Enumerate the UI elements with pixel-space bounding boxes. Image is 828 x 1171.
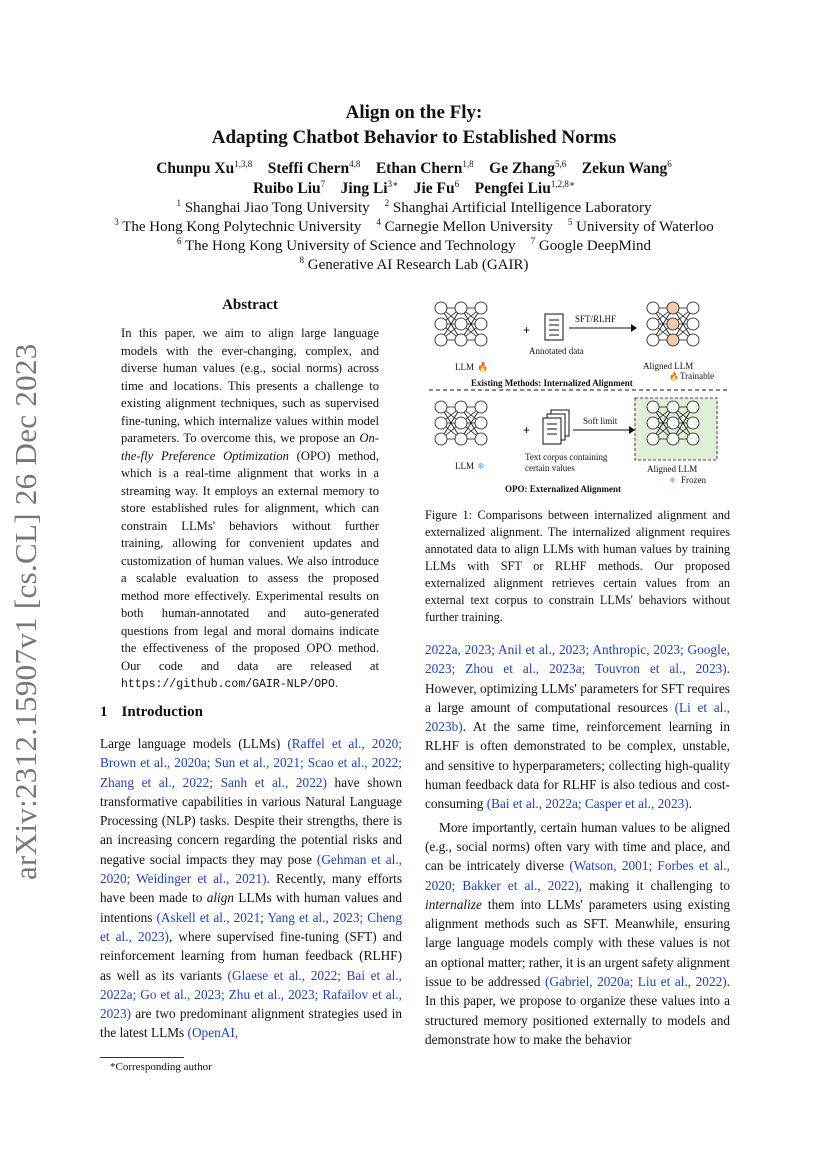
trainable-label: Trainable (680, 371, 715, 381)
document-icon (545, 314, 563, 340)
figure-1-caption: Figure 1: Comparisons between internalized alignment and externalized alignment. The internalized alignment requires annotated data to align LLMs with human values by training LLMs with SFT or RLHF methods. Our proposed externalized alignment retrieves certain values from an external text corpus to constrain LLMs' behaviors without further training. (425, 508, 730, 624)
externalized-alignment-caption: OPO: Externalized Alignment (505, 484, 621, 494)
author: Jing $Li^{3∗}$ (340, 179, 399, 198)
author: Chunpu Xu$^{1,3,8}$ (156, 159, 253, 178)
paper-title (0, 100, 828, 150)
sft-rlhf-label: SFT/RLHF (575, 314, 617, 324)
top-aligned-llm-label: Aligned LLM (643, 361, 694, 371)
top-llm-label: LLM (455, 362, 474, 372)
footnote-rule (100, 1057, 184, 1058)
bottom-aligned-llm-label: Aligned LLM (647, 464, 698, 474)
intro-left-column: Large language models (LLMs) (Raffel et al., 2020; Brown et al., 2020a; Sun et al., 2021; Scao et al., 2022; Zhang et al., 2022; Sanh et al., 2022) have shown transformative capabilities in various Natural Language Processing (NLP) tasks. Despite their strengths, there is an increasing concern regarding the potential risks and negative social impacts they may pose (Gehman et al., 2020; Weidinger et al., 2021). Recently, many efforts have been made to align LLMs with human values and intentions (Askell et al., 2021; Yang et al., 2023; Cheng et al., 2023), where supervised fine-tuning (SFT) and reinforcement learning from human feedback (RLHF) as well as its variants (Glaese et al., 2022; Bai et al., 2022a; Go et al., 2023; Zhu et al., 2023; Rafailov et al., 2023) are two predominant alignment strategies used in the latest LLMs (OpenAI, (100, 736, 402, 1041)
title-line-1: Align on the Fly: (345, 102, 483, 123)
bottom-llm-network-icon (435, 401, 487, 445)
abstract-body: In this paper, we aim to align large language models with the ever-changing, complex, and diverse human values (e.g., social norms) across time and locations. This presents a challenge to existing alignment techniques, such as supervised fine-tuning, which internalize values within model parameters. To overcome this, we propose an On-the-fly Preference Optimization (OPO) method, which is a real-time alignment that works in a streaming way. It employs an external memory to store established rules for alignment, which can constrain LLMs' behaviors without further training, allowing for convenient updates and customization of human values. We also introduce a scalable evaluation to assess the proposed method more effectively. Experimental results on both human-annotated and auto-generated questions from legal and moral domains indicate the effectiveness of the proposed OPO method. Our code and data are released at https://github.com/GAIR-NLP/OPO. (121, 326, 379, 691)
author: Ge Zhang$^{5,6}$ (489, 159, 567, 178)
text-corpus-label-1: Text corpus containing (525, 452, 608, 462)
fire-icon: 🔥 (669, 372, 679, 381)
plus-sign: + (523, 423, 531, 437)
affiliation-line-4: $^8$ Generative AI Research Lab (GAIR) (299, 255, 529, 273)
title-line-2: Adapting Chatbot Behavior to Established Norms (211, 127, 617, 148)
fire-icon: 🔥 (477, 362, 489, 372)
author: Jie Fu$^6$ (413, 179, 460, 198)
arrow-head (631, 324, 637, 332)
author: Ruibo Liu$^7$ (253, 179, 326, 198)
top-llm-network-icon (435, 302, 487, 346)
internalized-alignment-caption: Existing Methods: Internalized Alignment (471, 378, 633, 388)
author: Ethan Chern$^{1,8}$ (375, 159, 474, 178)
annotated-data-label: Annotated data (529, 346, 584, 356)
affiliation-line-3: $^6$ The Hong Kong University of Science and Technology $^7$ Google DeepMind (177, 236, 651, 254)
snowflake-icon: ❄ (669, 476, 676, 485)
snowflake-icon: ❄ (477, 461, 485, 471)
text-corpus-label-2: certain values (525, 463, 575, 473)
figure-1 (423, 290, 735, 498)
abstract-heading: Abstract (222, 297, 278, 313)
plus-sign: + (523, 323, 531, 337)
section-heading-introduction: 1 Introduction (100, 704, 203, 720)
affiliation-line-2: $^3$ The Hong Kong Polytechnic University $^4$ Carnegie Mellon University $^5$ University of Waterloo (114, 217, 714, 235)
arrow-head (629, 426, 635, 434)
footnote-corresponding-author: *Corresponding author (110, 1061, 212, 1073)
author: Steffi Chern$^{4,8}$ (267, 159, 361, 178)
stacked-documents-icon (543, 410, 569, 444)
intro-right-column: 2022a, 2023; Anil et al., 2023; Anthropic, 2023; Google, 2023; Zhou et al., 2023a; Touvron et al., 2023). However, optimizing LLMs' parameters for SFT requires a large amount of computational resources (Li et al., 2023b). At the same time, reinforcement learning in RLHF is often demonstrated to be complex, unstable, and sensitive to hyperparameters; collecting high-quality human feedback data for RLHF is also tedious and cost-consuming (Bai et al., 2022a; Casper et al., 2023). More importantly, certain human values to be aligned (e.g., social norms) often vary with time and place, and can be intricately diverse (Watson, 2001; Forbes et al., 2020; Bakker et al., 2022), making it challenging to internalize them into LLMs' parameters using existing alignment methods such as SFT. Meanwhile, ensuring large language models comply with these values is not an optional matter; rather, it is an urgent safety alignment issue to be addressed (Gabriel, 2020a; Liu et al., 2022). In this paper, we propose to organize these values into a structured memory positioned externally to models and demonstrate how to make the behavior (425, 642, 731, 1047)
frozen-label: Frozen (681, 475, 706, 485)
author: Zekun Wang$^6$ (581, 159, 672, 178)
bottom-llm-label: LLM (455, 461, 474, 471)
soft-limit-label: Soft limit (583, 416, 618, 426)
author: Pengfei Liu$^{1,2,8∗}$ (474, 179, 575, 198)
affiliation-line-1: $^1$ Shanghai Jiao Tong University $^2$ Shanghai Artificial Intelligence Laboratory (176, 198, 652, 216)
bottom-aligned-llm-network-icon (647, 401, 699, 445)
top-aligned-llm-network-icon (647, 302, 699, 346)
arxiv-identifier: arXiv:2312.15907v1 [cs.CL] 26 Dec 2023 (8, 343, 43, 880)
code-link[interactable]: https://github.com/GAIR-NLP/OPO (121, 678, 335, 691)
